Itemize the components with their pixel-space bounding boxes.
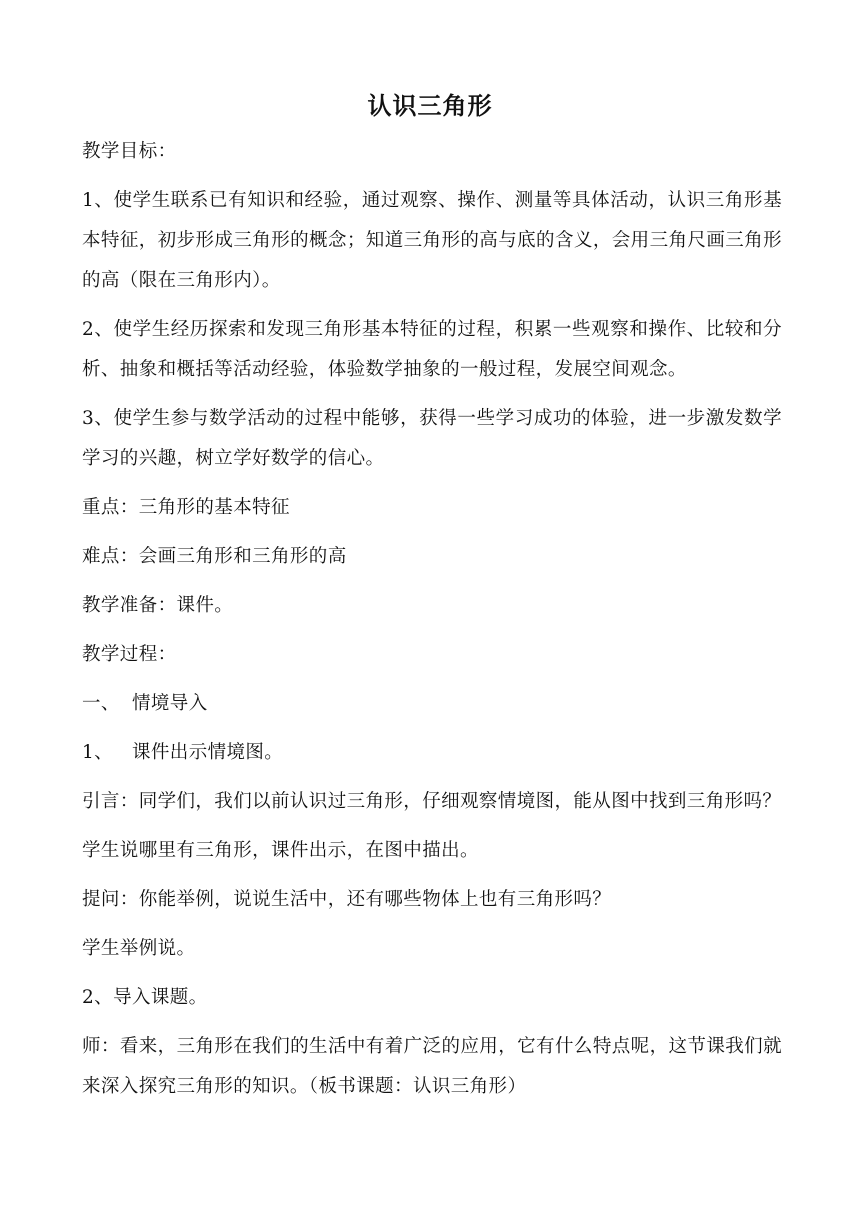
step-1-text: 课件出示情境图。 xyxy=(132,742,284,763)
document-title: 认识三角形 xyxy=(367,91,493,120)
teacher-paragraph: 师：看来，三角形在我们的生活中有着广泛的应用，它有什么特点呢，这节课我们就来深入探究三角形的知识。（板书课题：认识三角形） xyxy=(82,1036,782,1097)
goal-2-paragraph: 2、使学生经历探索和发现三角形基本特征的过程，积累一些观察和操作、比较和分析、抽象和概括等活动经验，体验数学抽象的一般过程，发展空间观念。 xyxy=(82,319,782,380)
teaching-goals-heading: 教学目标： xyxy=(82,141,177,162)
goal-1-paragraph: 1、使学生联系已有知识和经验，通过观察、操作、测量等具体活动，认识三角形基本特征，初步形成三角形的概念；知道三角形的高与底的含义，会用三角尺画三角形的高（限在三角形内）。 xyxy=(82,190,782,291)
process-heading: 教学过程： xyxy=(82,644,177,665)
step-1-number: 1、 xyxy=(82,742,114,763)
intro-paragraph: 引言：同学们，我们以前认识过三角形，仔细观察情境图，能从图中找到三角形吗？ xyxy=(82,791,782,812)
document-body xyxy=(82,132,782,1116)
step-2-paragraph: 2、导入课题。 xyxy=(82,987,208,1008)
section-1-number: 一、 xyxy=(82,693,120,714)
preparation-paragraph: 教学准备：课件。 xyxy=(82,595,234,616)
key-point-paragraph: 重点：三角形的基本特征 xyxy=(82,497,290,518)
student-answer-paragraph: 学生说哪里有三角形，课件出示，在图中描出。 xyxy=(82,840,479,861)
difficulty-paragraph: 难点：会画三角形和三角形的高 xyxy=(82,546,347,567)
section-1-heading xyxy=(82,684,782,724)
student-example-paragraph: 学生举例说。 xyxy=(82,938,196,959)
question-paragraph: 提问：你能举例，说说生活中，还有哪些物体上也有三角形吗？ xyxy=(82,889,612,910)
section-1-title: 情境导入 xyxy=(132,693,208,714)
goal-3-paragraph: 3、使学生参与数学活动的过程中能够，获得一些学习成功的体验，进一步激发数学学习的兴趣，树立学好数学的信心。 xyxy=(82,408,782,469)
step-1-line xyxy=(82,733,782,773)
